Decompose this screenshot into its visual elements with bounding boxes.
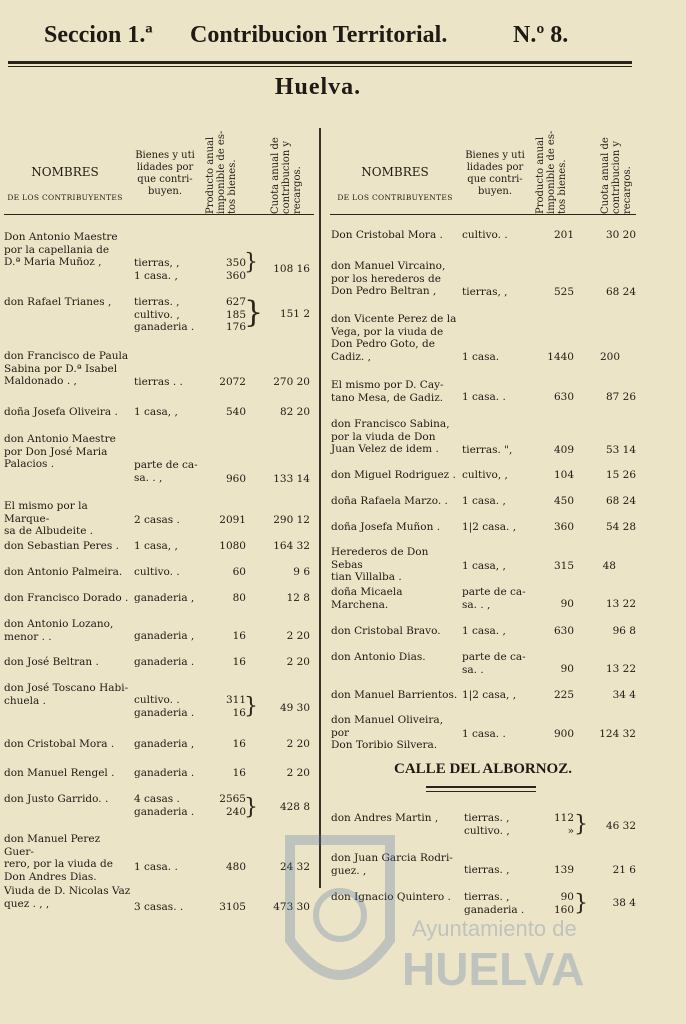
product: 1080 xyxy=(219,540,246,552)
goods: tierras. , xyxy=(464,864,510,876)
brace-mark: } xyxy=(244,250,258,275)
quota: 68 24 xyxy=(605,286,636,298)
contributor-name: don Manuel Oliveira, por Don Toribio Silvera. xyxy=(331,714,444,751)
subheading-rule-thin xyxy=(426,791,536,792)
product: 225 xyxy=(553,689,574,701)
product: 630 xyxy=(553,391,574,403)
goods: cultivo. . xyxy=(462,229,508,241)
quota: 30 20 xyxy=(605,229,636,241)
subheading-rule xyxy=(426,786,536,788)
product: 960 xyxy=(225,473,246,485)
quota: 2 20 xyxy=(286,767,310,779)
archive-watermark xyxy=(280,820,610,1020)
contributor-name: don Francisco de Paula Sabina por D.ª Isabel Maldonado . , xyxy=(4,350,129,387)
col-names-right xyxy=(330,166,460,204)
product: 2565 240 xyxy=(219,793,246,818)
city-heading: Huelva. xyxy=(274,74,362,100)
goods: 1 casa. , xyxy=(462,495,506,507)
contributor-name: doña Rafaela Marzo. . xyxy=(331,495,448,507)
brace-mark: } xyxy=(574,812,588,837)
contributor-name: don Manuel Barrientos. xyxy=(331,689,458,701)
contributor-name: don José Toscano Habi- chuela . xyxy=(4,682,129,707)
contributor-name: don Juan Garcia Rodri- guez. , xyxy=(331,852,453,877)
product: 409 xyxy=(553,444,574,456)
section-label: Seccion 1.ª xyxy=(44,22,153,48)
watermark-line1: Ayuntamiento de xyxy=(412,916,577,941)
quota: 96 8 xyxy=(612,625,636,637)
product: 480 xyxy=(225,861,246,873)
contributor-name: don Francisco Dorado . xyxy=(4,592,129,604)
goods: 2 casas . xyxy=(134,514,180,526)
contributor-name: Don Cristobal Mora . xyxy=(331,229,443,241)
quota: 108 16 xyxy=(273,263,310,275)
quota: 2 20 xyxy=(286,630,310,642)
quota: 164 32 xyxy=(273,540,310,552)
contributor-name: Viuda de D. Nicolas Vaz quez . , , xyxy=(4,885,131,910)
col-names-label-right: NOMBRES xyxy=(361,165,429,179)
contributor-name: Herederos de Don Sebas tian Villalba . xyxy=(331,546,429,583)
header-rule-thin xyxy=(8,66,632,67)
goods: tierras. ", xyxy=(462,444,513,456)
contributor-name: don Rafael Trianes , xyxy=(4,296,112,308)
contributor-name: Don Antonio Maestre por la capellania de D.ª Maria Muñoz , xyxy=(4,231,118,268)
col-product-right: Producto anual imponible de es- tos bienes. xyxy=(535,130,568,214)
contributor-name: doña Micaela Marchena. xyxy=(331,586,403,611)
goods: tierras. , ganaderia . xyxy=(464,891,525,916)
column-divider xyxy=(319,128,321,888)
brace-mark: } xyxy=(244,694,258,719)
quota: 87 26 xyxy=(605,391,636,403)
quota: 13 22 xyxy=(605,663,636,675)
contributor-name: don Justo Garrido. . xyxy=(4,793,109,805)
quota: 2 20 xyxy=(286,656,310,668)
goods: ganaderia . xyxy=(134,656,195,668)
page-header xyxy=(0,18,686,58)
goods: 1 casa. . xyxy=(462,728,506,740)
product: 16 xyxy=(232,630,246,642)
product: 540 xyxy=(225,406,246,418)
quota: 12 8 xyxy=(286,592,310,604)
quota: 49 30 xyxy=(279,702,310,714)
product: 627 185 176 xyxy=(225,296,246,333)
product: 16 xyxy=(232,656,246,668)
product: 90 xyxy=(560,663,574,675)
contributor-name: don Antonio Palmeira. xyxy=(4,566,123,578)
quota: 133 14 xyxy=(273,473,310,485)
product: 2091 xyxy=(219,514,246,526)
goods: 4 casas . ganaderia . xyxy=(134,793,195,818)
product: 350 360 xyxy=(225,257,246,282)
header-underline-right xyxy=(330,214,636,215)
quota: 270 20 xyxy=(273,376,310,388)
quota: 290 12 xyxy=(273,514,310,526)
quota: 473 30 xyxy=(273,901,310,913)
contributor-name: don Vicente Perez de la Vega, por la viuda de Don Pedro Goto, de Cadiz. , xyxy=(331,313,457,363)
contributor-name: don Andres Martin , xyxy=(331,812,439,824)
quota: 15 26 xyxy=(605,469,636,481)
goods: parte de ca- sa. . , xyxy=(462,586,526,611)
product: 630 xyxy=(553,625,574,637)
product: 60 xyxy=(232,566,246,578)
goods: cultivo. . ganaderia . xyxy=(134,694,195,719)
quota: 428 8 xyxy=(279,801,310,813)
page-number: N.º 8. xyxy=(513,22,569,48)
goods: 1|2 casa. , xyxy=(462,521,517,533)
quota: 21 6 xyxy=(612,864,636,876)
quota: 54 28 xyxy=(605,521,636,533)
goods: 1|2 casa, , xyxy=(462,689,517,701)
contributor-name: don Manuel Perez Guer- rero, por la viuda de Don Andres Dias. xyxy=(4,833,113,883)
contributor-name: don Antonio Maestre por Don José Maria Palacios . xyxy=(4,433,116,470)
street-subheading: CALLE DEL ALBORNOZ. xyxy=(394,761,572,777)
goods: tierras. , cultivo. , xyxy=(464,812,510,837)
goods: cultivo. . xyxy=(134,566,180,578)
quota: 38 4 xyxy=(612,897,636,909)
goods: 1 casa. , xyxy=(462,625,506,637)
col-goods-left: Bienes y uti lidades por que contri- buyen. xyxy=(135,150,195,197)
quota: 53 14 xyxy=(605,444,636,456)
quota: 34 4 xyxy=(612,689,636,701)
contributor-name: don Manuel Vircaino, por los herederos de Don Pedro Beltran , xyxy=(331,260,446,297)
header-underline-left xyxy=(4,214,314,215)
product: 112 » xyxy=(553,812,574,837)
quota: 9 6 xyxy=(293,566,310,578)
watermark-line2: HUELVA xyxy=(402,943,585,995)
col-product-left: Producto anual imponible de es- tos bienes. xyxy=(205,130,238,214)
contributor-name: don Miguel Rodriguez . xyxy=(331,469,456,481)
col-goods-right: Bienes y uti lidades por que contri- buyen. xyxy=(465,150,525,197)
contributor-name: doña Josefa Oliveira . xyxy=(4,406,118,418)
goods: 1 casa. xyxy=(462,351,500,363)
product: 80 xyxy=(232,592,246,604)
quota: 48 xyxy=(602,560,616,572)
goods: ganaderia , xyxy=(134,592,195,604)
col-names-sub-right: DE LOS CONTRIBUYENTES xyxy=(337,193,453,202)
quota: 200 xyxy=(599,351,620,363)
quota: 124 32 xyxy=(599,728,636,740)
product: 311 16 xyxy=(225,694,246,719)
goods: 1 casa, , xyxy=(462,560,506,572)
contributor-name: don Francisco Sabina, por la viuda de Don Juan Velez de idem . xyxy=(331,418,450,455)
product: 139 xyxy=(553,864,574,876)
product: 16 xyxy=(232,738,246,750)
contributor-name: don Manuel Rengel . xyxy=(4,767,115,779)
goods: ganaderia . xyxy=(134,767,195,779)
quota: 68 24 xyxy=(605,495,636,507)
goods: 1 casa, , xyxy=(134,406,178,418)
goods: tierras, , xyxy=(462,286,508,298)
product: 90 160 xyxy=(553,891,574,916)
product: 315 xyxy=(553,560,574,572)
product: 16 xyxy=(232,767,246,779)
goods: parte de ca- sa. . , xyxy=(134,459,198,484)
contributor-name: don Sebastian Peres . xyxy=(4,540,119,552)
contributor-name: don Antonio Lozano, menor . . xyxy=(4,618,114,643)
quota: 2 20 xyxy=(286,738,310,750)
product: 360 xyxy=(553,521,574,533)
goods: 1 casa, , xyxy=(134,540,178,552)
contributor-name: don Cristobal Bravo. xyxy=(331,625,441,637)
contributor-name: El mismo por la Marque- sa de Albudeite . xyxy=(4,500,94,537)
brace-mark: } xyxy=(244,295,264,330)
quota: 24 32 xyxy=(279,861,310,873)
contributor-name: don José Beltran . xyxy=(4,656,99,668)
col-names-left xyxy=(0,166,130,204)
brace-mark: } xyxy=(244,795,258,820)
contributor-name: doña Josefa Muñon . xyxy=(331,521,441,533)
goods: tierras, , 1 casa. , xyxy=(134,257,180,282)
product: 104 xyxy=(553,469,574,481)
product: 450 xyxy=(553,495,574,507)
product: 525 xyxy=(553,286,574,298)
contributor-name: don Ignacio Quintero . xyxy=(331,891,451,903)
goods: parte de ca- sa. . xyxy=(462,651,526,676)
product: 3105 xyxy=(219,901,246,913)
contributor-name: don Cristobal Mora . xyxy=(4,738,115,750)
goods: 3 casas. . xyxy=(134,901,184,913)
col-quota-right: Cuota anual de contribucion y recargos. xyxy=(600,137,633,214)
goods: tierras. , cultivo. , ganaderia . xyxy=(134,296,195,333)
goods: tierras . . xyxy=(134,376,183,388)
goods: ganaderia , xyxy=(134,630,195,642)
contributor-name: El mismo por D. Cay- tano Mesa, de Gadiz. xyxy=(331,379,444,404)
brace-mark: } xyxy=(574,891,588,916)
quota: 46 32 xyxy=(605,820,636,832)
quota: 151 2 xyxy=(279,308,310,320)
col-names-sub: DE LOS CONTRIBUYENTES xyxy=(7,193,123,202)
quota: 82 20 xyxy=(279,406,310,418)
goods: ganaderia , xyxy=(134,738,195,750)
quota: 13 22 xyxy=(605,598,636,610)
col-names-label: NOMBRES xyxy=(31,165,99,179)
page-title: Contribucion Territorial. xyxy=(190,22,448,48)
product: 201 xyxy=(553,229,574,241)
product: 2072 xyxy=(219,376,246,388)
product: 90 xyxy=(560,598,574,610)
contributor-name: don Antonio Dias. xyxy=(331,651,426,663)
col-quota-left: Cuota anual de contribucion y recargos. xyxy=(270,137,303,214)
product: 1440 xyxy=(547,351,574,363)
goods: 1 casa. . xyxy=(462,391,506,403)
product: 900 xyxy=(553,728,574,740)
header-rule xyxy=(8,61,632,64)
goods: 1 casa. . xyxy=(134,861,178,873)
goods: cultivo, , xyxy=(462,469,508,481)
